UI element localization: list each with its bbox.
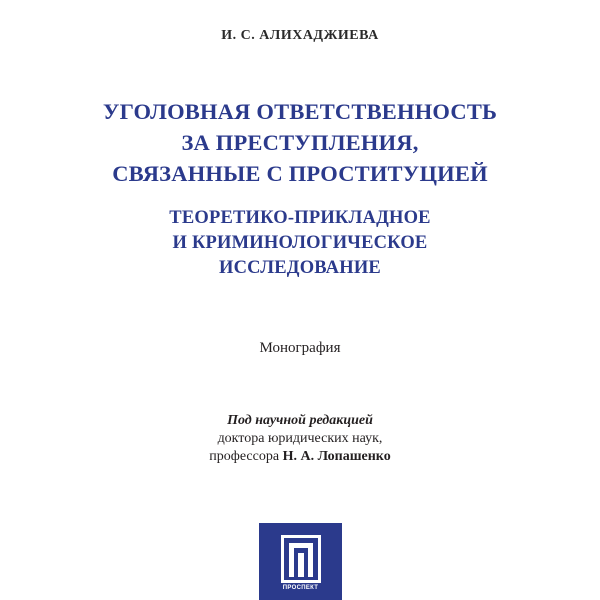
book-subtitle [0,206,600,281]
publisher-logo-text: ПРОСПЕКТ [282,585,319,591]
subtitle-line: ТЕОРЕТИКО-ПРИКЛАДНОЕ [169,208,431,228]
title-line: СВЯЗАННЫЕ С ПРОСТИТУЦИЕЙ [112,161,488,186]
subtitle-line: ИССЛЕДОВАНИЕ [219,258,381,278]
publisher-logo [259,523,342,600]
editor-line-1: Под научной редакцией [227,413,373,428]
editor-line-2: доктора юридических наук, [217,431,383,446]
editor-title: профессора [209,449,283,464]
author-name: И. С. АЛИХАДЖИЕВА [221,28,379,43]
subtitle-line: И КРИМИНОЛОГИЧЕСКОЕ [172,233,428,253]
title-line: ЗА ПРЕСТУПЛЕНИЯ, [181,130,419,155]
publisher-logo-icon [281,535,321,583]
book-title [0,96,600,189]
editor-name: Н. А. Лопашенко [282,449,391,464]
editor-block [0,412,600,466]
title-line: УГОЛОВНАЯ ОТВЕТСТВЕННОСТЬ [102,99,498,124]
genre-label: Монография [259,340,341,356]
editor-line-3 [0,448,600,466]
